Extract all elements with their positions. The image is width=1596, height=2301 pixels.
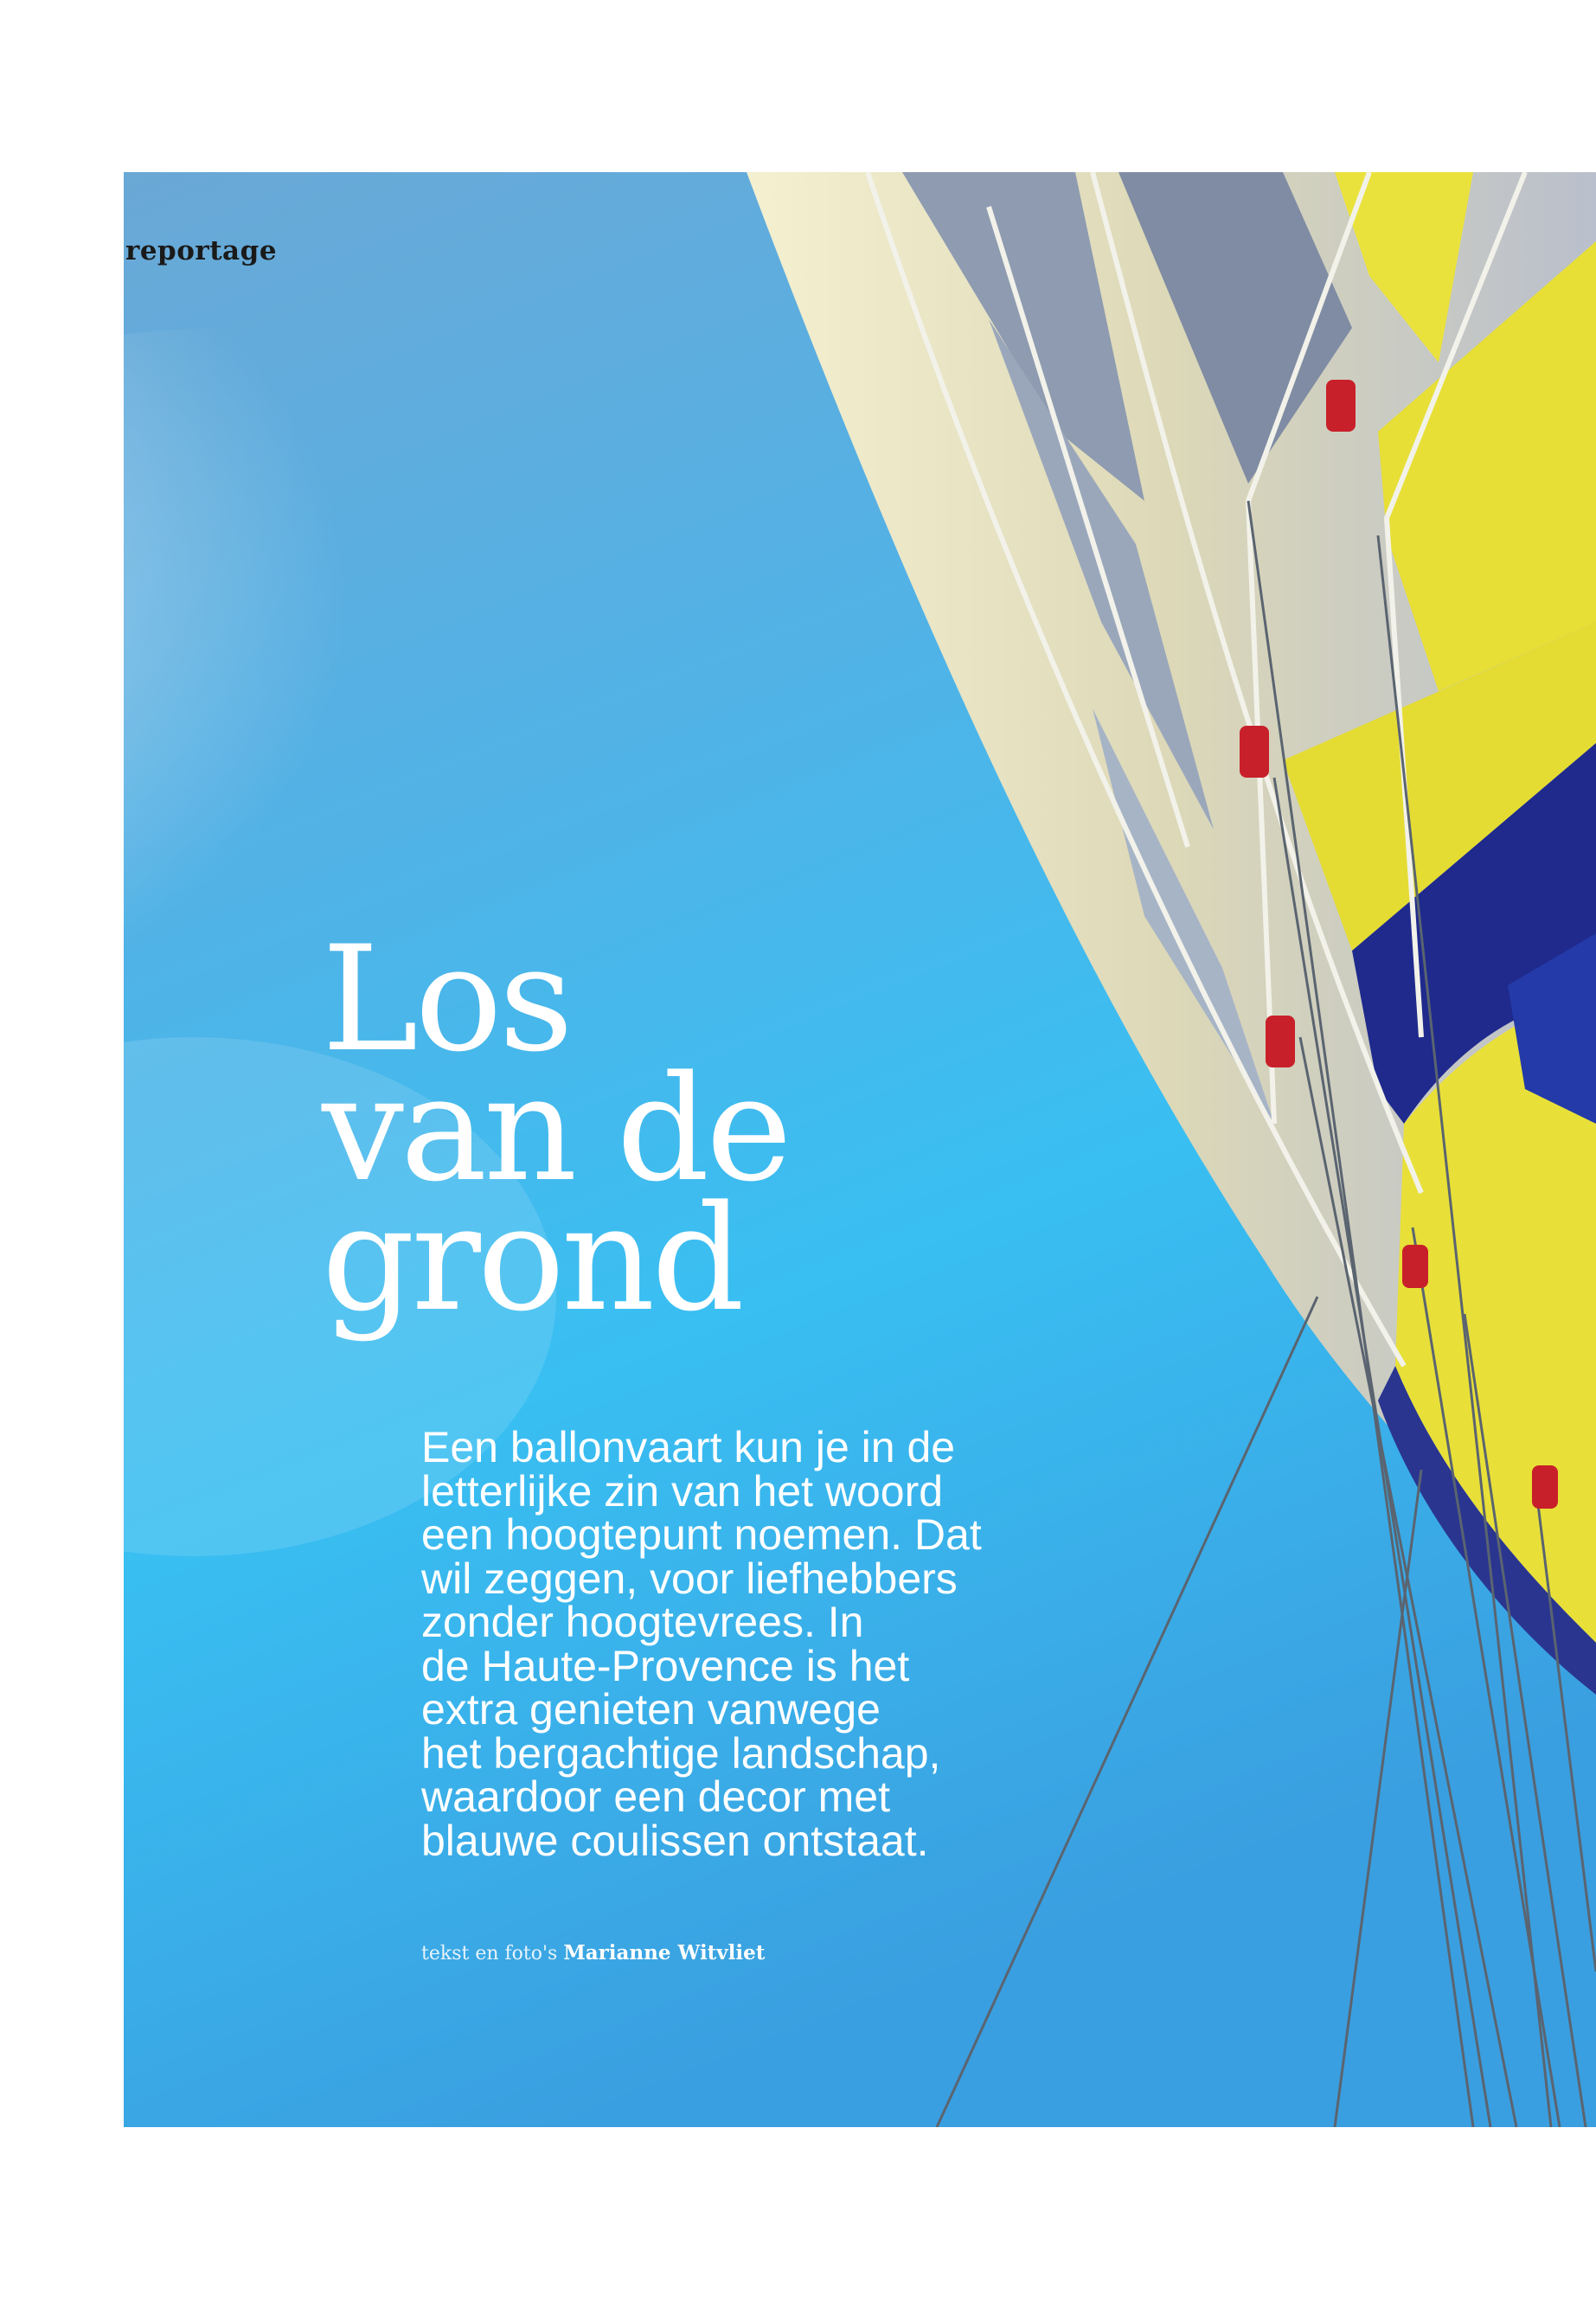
headline-line: Los [322, 914, 570, 1084]
headline [322, 914, 1100, 1343]
headline-line: grond [322, 1174, 741, 1343]
byline-prefix: tekst en foto's [421, 1943, 558, 1965]
intro-line: Een ballonvaart kun je in de [421, 1423, 956, 1471]
intro-line: het bergachtige landschap, [421, 1728, 941, 1778]
intro-line: waardoor een decor met [421, 1772, 890, 1821]
headline-line: van de [322, 1044, 789, 1214]
intro-paragraph [421, 1423, 1096, 1865]
intro-line: letterlijke zin van het woord [421, 1466, 944, 1516]
intro-line: extra genieten vanwege [421, 1685, 881, 1734]
byline [421, 1941, 765, 1965]
intro-line: zonder hoogtevrees. In [421, 1598, 864, 1646]
intro-line: wil zeggen, voor liefhebbers [421, 1554, 958, 1603]
intro-line: een hoogtepunt noemen. Dat [421, 1510, 982, 1559]
byline-author: Marianne Witvliet [563, 1941, 766, 1965]
intro-line: de Haute-Provence is het [421, 1641, 910, 1690]
intro-line: blauwe coulissen ontstaat. [421, 1816, 929, 1865]
section-label: reportage [125, 235, 278, 266]
